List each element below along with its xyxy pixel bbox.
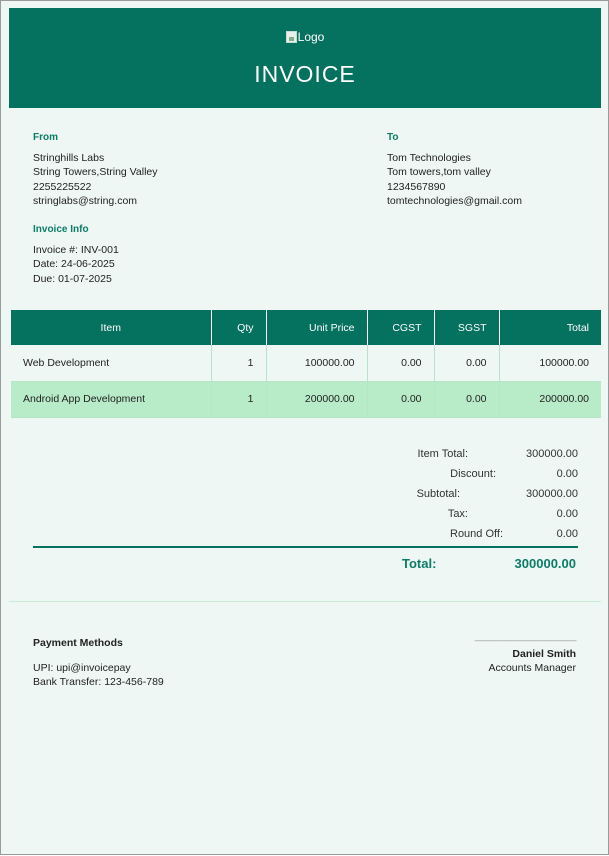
- to-email: tomtechnologies@gmail.com: [387, 195, 522, 208]
- page-title: INVOICE: [254, 61, 356, 87]
- invoice-number: Invoice #: INV-001: [33, 243, 119, 256]
- discount-label: Discount:: [450, 468, 496, 480]
- cell-sgst: 0.00: [434, 381, 499, 417]
- column-header-item: Item: [11, 310, 211, 345]
- payment-methods-label: Payment Methods: [33, 637, 123, 649]
- grand-total-value: 300000.00: [514, 556, 576, 571]
- column-header-unit-price: Unit Price: [266, 310, 367, 345]
- cell-cgst: 0.00: [367, 381, 434, 417]
- cell-item: Android App Development: [11, 381, 211, 417]
- to-company: Tom Technologies: [387, 151, 471, 164]
- subtotal-value: 300000.00: [526, 488, 578, 500]
- logo-alt-text: Logo: [297, 30, 325, 44]
- discount-value: 0.00: [556, 468, 578, 480]
- column-header-sgst: SGST: [434, 310, 499, 345]
- cell-unit-price: 200000.00: [266, 381, 367, 417]
- payment-upi: UPI: upi@invoicepay: [33, 661, 131, 674]
- round-off-value: 0.00: [556, 528, 578, 540]
- item-total-value: 300000.00: [526, 448, 578, 460]
- cell-sgst: 0.00: [434, 345, 499, 381]
- signature-block: [475, 630, 576, 676]
- summary-section: [1, 1, 609, 856]
- section-divider: [9, 601, 601, 602]
- grand-total-label: Total:: [402, 556, 437, 571]
- signer-name: Daniel Smith: [512, 647, 576, 660]
- signature-line: ____________________: [474, 631, 576, 642]
- invoice-date: Date: 24-06-2025: [33, 258, 115, 271]
- to-phone: 1234567890: [387, 180, 446, 193]
- cell-qty: 1: [211, 381, 266, 417]
- to-label: To: [387, 132, 399, 143]
- column-header-qty: Qty: [211, 310, 266, 345]
- round-off-label: Round Off:: [450, 528, 503, 540]
- to-address: Tom towers,tom valley: [387, 166, 491, 179]
- invoice-info-label: Invoice Info: [33, 224, 89, 235]
- tax-value: 0.00: [556, 508, 578, 520]
- column-header-total: Total: [499, 310, 601, 345]
- cell-cgst: 0.00: [367, 345, 434, 381]
- cell-qty: 1: [211, 345, 266, 381]
- item-total-label: Item Total:: [417, 448, 468, 460]
- tax-label: Tax:: [447, 508, 468, 520]
- column-header-cgst: CGST: [367, 310, 434, 345]
- from-address: String Towers,String Valley: [33, 166, 158, 179]
- payment-section: [33, 636, 164, 690]
- from-company: Stringhills Labs: [33, 151, 105, 164]
- signer-role: Accounts Manager: [488, 662, 576, 675]
- cell-total: 100000.00: [499, 345, 601, 381]
- total-divider: [33, 546, 578, 548]
- payment-bank-transfer: Bank Transfer: 123-456-789: [33, 676, 164, 689]
- cell-total: 200000.00: [499, 381, 601, 417]
- from-email: stringlabs@string.com: [33, 195, 138, 208]
- from-label: From: [33, 132, 58, 143]
- cell-item: Web Development: [11, 345, 211, 381]
- from-phone: 2255225522: [33, 180, 92, 193]
- invoice-due-date: Due: 01-07-2025: [33, 272, 112, 285]
- subtotal-label: Subtotal:: [416, 488, 460, 500]
- cell-unit-price: 100000.00: [266, 345, 367, 381]
